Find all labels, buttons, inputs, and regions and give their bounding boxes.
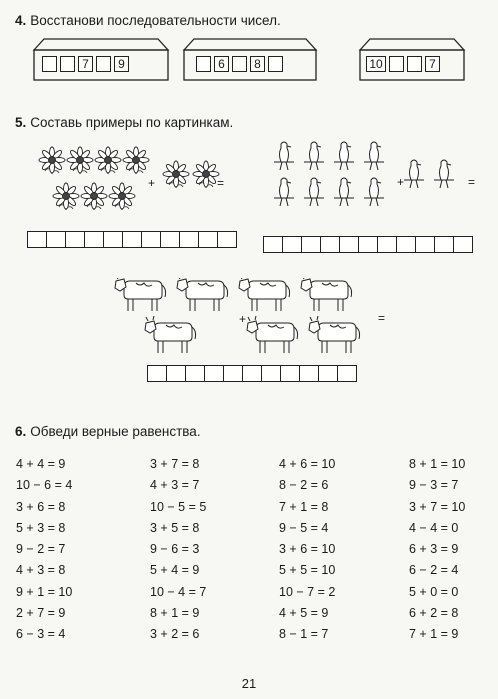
equation[interactable]: 10 − 6 = 4 xyxy=(16,478,73,493)
sequence-cell[interactable]: 7 xyxy=(425,56,440,72)
equation[interactable]: 4 + 6 = 10 xyxy=(279,457,336,471)
task-4-number: 4. xyxy=(15,13,27,28)
number-house-1 xyxy=(30,38,172,84)
sequence-cell[interactable] xyxy=(96,56,111,72)
equation[interactable]: 9 − 6 = 3 xyxy=(150,542,200,557)
equation[interactable]: 4 + 3 = 8 xyxy=(16,563,66,578)
equation[interactable]: 9 − 3 = 7 xyxy=(409,478,459,493)
flowers-illustration xyxy=(38,142,238,224)
equations-column-1 xyxy=(16,454,72,646)
equation[interactable]: 2 + 7 = 9 xyxy=(16,606,66,621)
equation[interactable]: 10 − 4 = 7 xyxy=(150,584,207,599)
equations-column-2 xyxy=(150,454,206,646)
equation[interactable]: 4 + 3 = 7 xyxy=(150,478,200,493)
equation[interactable]: 6 + 3 = 9 xyxy=(409,542,459,557)
number-house-3 xyxy=(356,38,468,84)
plus-sign: + xyxy=(239,312,247,326)
plus-sign: + xyxy=(397,175,405,189)
sequence-cell[interactable]: 10 xyxy=(366,56,386,72)
equation[interactable]: 4 + 5 = 9 xyxy=(279,606,329,621)
plus-sign: + xyxy=(148,176,156,190)
equations-column-4 xyxy=(409,454,465,646)
number-house-2 xyxy=(180,38,320,84)
equation[interactable]: 3 + 5 = 8 xyxy=(150,520,200,535)
sequence-cell[interactable]: 7 xyxy=(78,56,93,72)
equation[interactable]: 5 + 4 = 9 xyxy=(150,563,200,578)
equation[interactable]: 4 − 4 = 0 xyxy=(409,520,459,535)
equation[interactable]: 7 + 1 = 9 xyxy=(409,627,459,642)
task-6-number: 6. xyxy=(15,424,27,439)
equation[interactable]: 9 − 2 = 7 xyxy=(16,542,66,557)
equation[interactable]: 7 + 1 = 8 xyxy=(279,499,329,514)
sequence-cell[interactable]: 8 xyxy=(250,56,265,72)
equation[interactable]: 3 + 2 = 6 xyxy=(150,627,200,642)
task-6-title xyxy=(15,424,201,439)
birds-illustration xyxy=(268,140,468,212)
sequence-cell[interactable]: 9 xyxy=(114,56,129,72)
answer-strip-flowers[interactable] xyxy=(27,231,237,248)
equation[interactable]: 3 + 6 = 10 xyxy=(279,542,336,557)
sequence-cell[interactable] xyxy=(389,56,404,72)
equation[interactable]: 6 − 3 = 4 xyxy=(16,627,66,642)
equation[interactable]: 6 + 2 = 8 xyxy=(409,606,459,621)
equals-sign: = xyxy=(217,176,225,190)
equations-column-3 xyxy=(279,454,335,646)
equation[interactable]: 10 − 7 = 2 xyxy=(279,584,336,599)
sequence-cell[interactable] xyxy=(268,56,283,72)
equation[interactable]: 9 + 1 = 10 xyxy=(16,584,73,599)
task-6-text: Обведи верные равенства. xyxy=(30,424,201,439)
task-5-text: Составь примеры по картинкам. xyxy=(30,115,234,130)
answer-strip-birds[interactable] xyxy=(263,236,473,253)
sequence-cell[interactable] xyxy=(232,56,247,72)
sequence-cell[interactable]: 6 xyxy=(214,56,229,72)
answer-strip-cows[interactable] xyxy=(147,365,357,382)
equation[interactable]: 6 − 2 = 4 xyxy=(409,563,459,578)
equals-sign: = xyxy=(468,175,476,189)
equals-sign: = xyxy=(378,311,386,325)
sequence-cell[interactable] xyxy=(196,56,211,72)
task-4-title xyxy=(15,13,281,28)
sequence-cell[interactable] xyxy=(407,56,422,72)
equation[interactable]: 5 + 3 = 8 xyxy=(16,520,66,535)
equation[interactable]: 3 + 6 = 8 xyxy=(16,499,66,514)
equation[interactable]: 4 + 4 = 9 xyxy=(16,457,66,471)
equation[interactable]: 8 + 1 = 10 xyxy=(409,457,466,471)
equation[interactable]: 9 − 5 = 4 xyxy=(279,520,329,535)
equation[interactable]: 8 − 2 = 6 xyxy=(279,478,329,493)
equation[interactable]: 5 + 0 = 0 xyxy=(409,584,459,599)
equation[interactable]: 5 + 5 = 10 xyxy=(279,563,336,578)
sequence-cell[interactable] xyxy=(60,56,75,72)
task-5-title xyxy=(15,115,233,130)
task-5-number: 5. xyxy=(15,115,27,130)
equation[interactable]: 10 − 5 = 5 xyxy=(150,499,207,514)
page-number: 21 xyxy=(241,676,257,691)
task-4-text: Восстанови последовательности чисел. xyxy=(30,13,281,28)
equation[interactable]: 3 + 7 = 8 xyxy=(150,457,200,471)
equation[interactable]: 3 + 7 = 10 xyxy=(409,499,466,514)
equation[interactable]: 8 + 1 = 9 xyxy=(150,606,200,621)
sequence-cell[interactable] xyxy=(42,56,57,72)
equation[interactable]: 8 − 1 = 7 xyxy=(279,627,329,642)
